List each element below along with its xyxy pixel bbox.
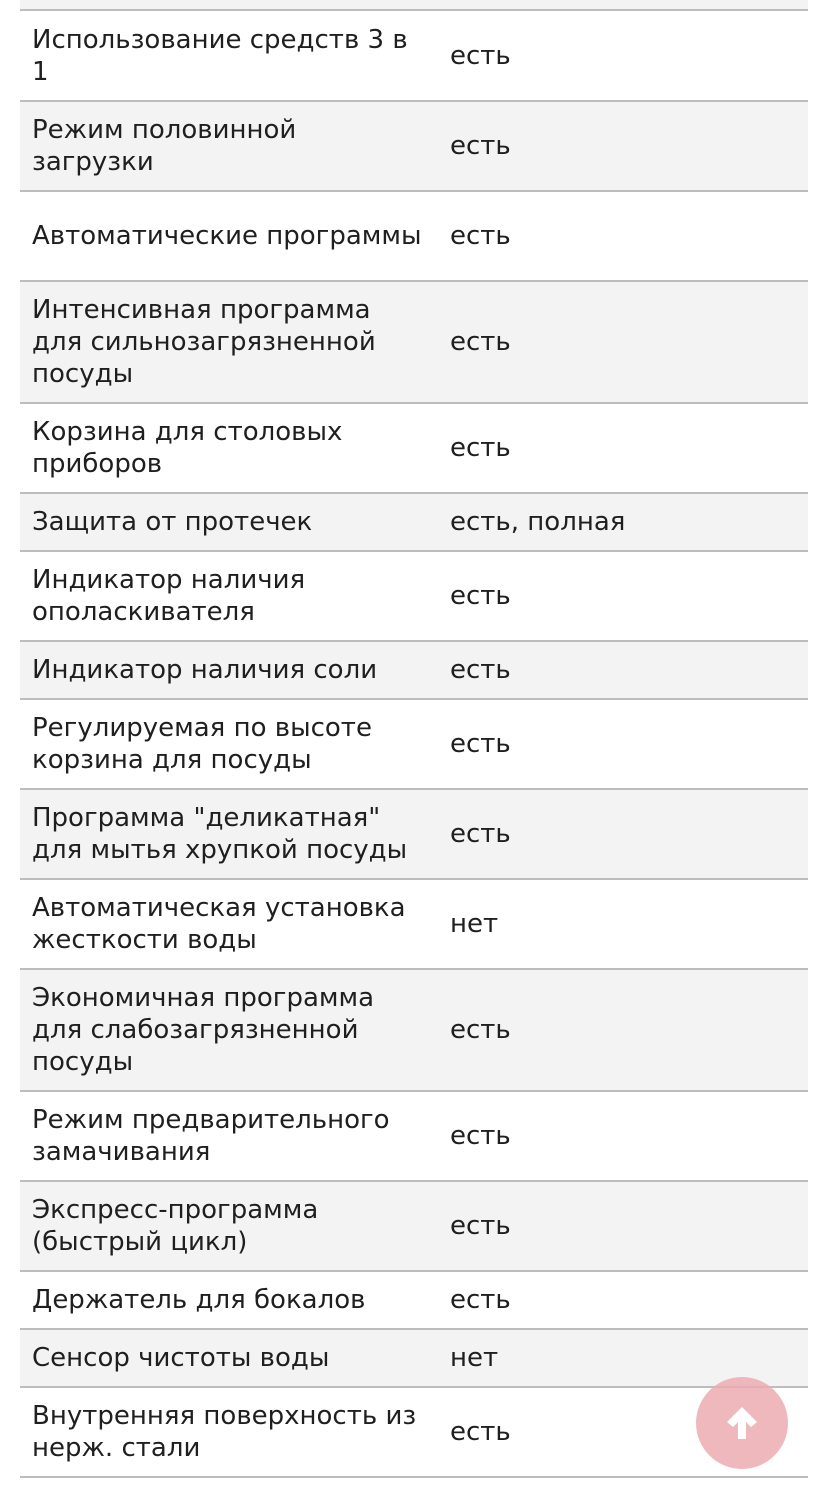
spec-name: Режим предварительного замачивания: [20, 1091, 438, 1181]
spec-name: Регулируемая по высоте корзина для посуды: [20, 699, 438, 789]
arrow-up-icon: [722, 1403, 762, 1443]
spec-name: Сенсор чистоты воды: [20, 1329, 438, 1387]
specs-page: [20, 0, 808, 1478]
previous-row-edge: [20, 0, 808, 11]
spec-name: Экспресс-программа (быстрый цикл): [20, 1181, 438, 1271]
spec-value: есть: [438, 1091, 808, 1181]
table-row: [20, 191, 808, 281]
spec-value: есть: [438, 403, 808, 493]
spec-value: есть: [438, 281, 808, 403]
table-row: [20, 551, 808, 641]
spec-name: Защита от протечек: [20, 493, 438, 551]
table-row: [20, 493, 808, 551]
spec-name: Интенсивная программа для сильнозагрязненной посуды: [20, 281, 438, 403]
spec-name: Программа "деликатная" для мытья хрупкой посуды: [20, 789, 438, 879]
spec-value: есть: [438, 641, 808, 699]
spec-value: есть: [438, 1271, 808, 1329]
spec-value: есть: [438, 101, 808, 191]
spec-name: Держатель для бокалов: [20, 1271, 438, 1329]
table-row: [20, 879, 808, 969]
spec-name: Индикатор наличия соли: [20, 641, 438, 699]
table-row: [20, 1181, 808, 1271]
table-row: [20, 1329, 808, 1387]
table-row: [20, 1387, 808, 1477]
spec-value: есть: [438, 699, 808, 789]
spec-value: есть: [438, 789, 808, 879]
table-row: [20, 101, 808, 191]
spec-name: Автоматические программы: [20, 191, 438, 281]
spec-value: есть: [438, 969, 808, 1091]
spec-name: Корзина для столовых приборов: [20, 403, 438, 493]
table-row: [20, 403, 808, 493]
table-row: [20, 699, 808, 789]
spec-value: есть, полная: [438, 493, 808, 551]
spec-name: Экономичная программа для слабозагрязненной посуды: [20, 969, 438, 1091]
table-row: [20, 1271, 808, 1329]
table-row: [20, 11, 808, 101]
spec-value: есть: [438, 191, 808, 281]
spec-name: Внутренняя поверхность из нерж. стали: [20, 1387, 438, 1477]
spec-value: нет: [438, 879, 808, 969]
table-row: [20, 281, 808, 403]
table-row: [20, 969, 808, 1091]
spec-name: Индикатор наличия ополаскивателя: [20, 551, 438, 641]
specs-table: [20, 11, 808, 1478]
spec-name: Автоматическая установка жесткости воды: [20, 879, 438, 969]
scroll-to-top-button[interactable]: [696, 1377, 788, 1469]
spec-value: есть: [438, 11, 808, 101]
spec-value: нет: [438, 1329, 808, 1387]
spec-value: есть: [438, 551, 808, 641]
spec-name: Режим половинной загрузки: [20, 101, 438, 191]
spec-name: Использование средств 3 в 1: [20, 11, 438, 101]
table-row: [20, 641, 808, 699]
table-row: [20, 789, 808, 879]
table-row: [20, 1091, 808, 1181]
specs-table-body: [20, 11, 808, 1477]
spec-value: есть: [438, 1387, 808, 1477]
spec-value: есть: [438, 1181, 808, 1271]
